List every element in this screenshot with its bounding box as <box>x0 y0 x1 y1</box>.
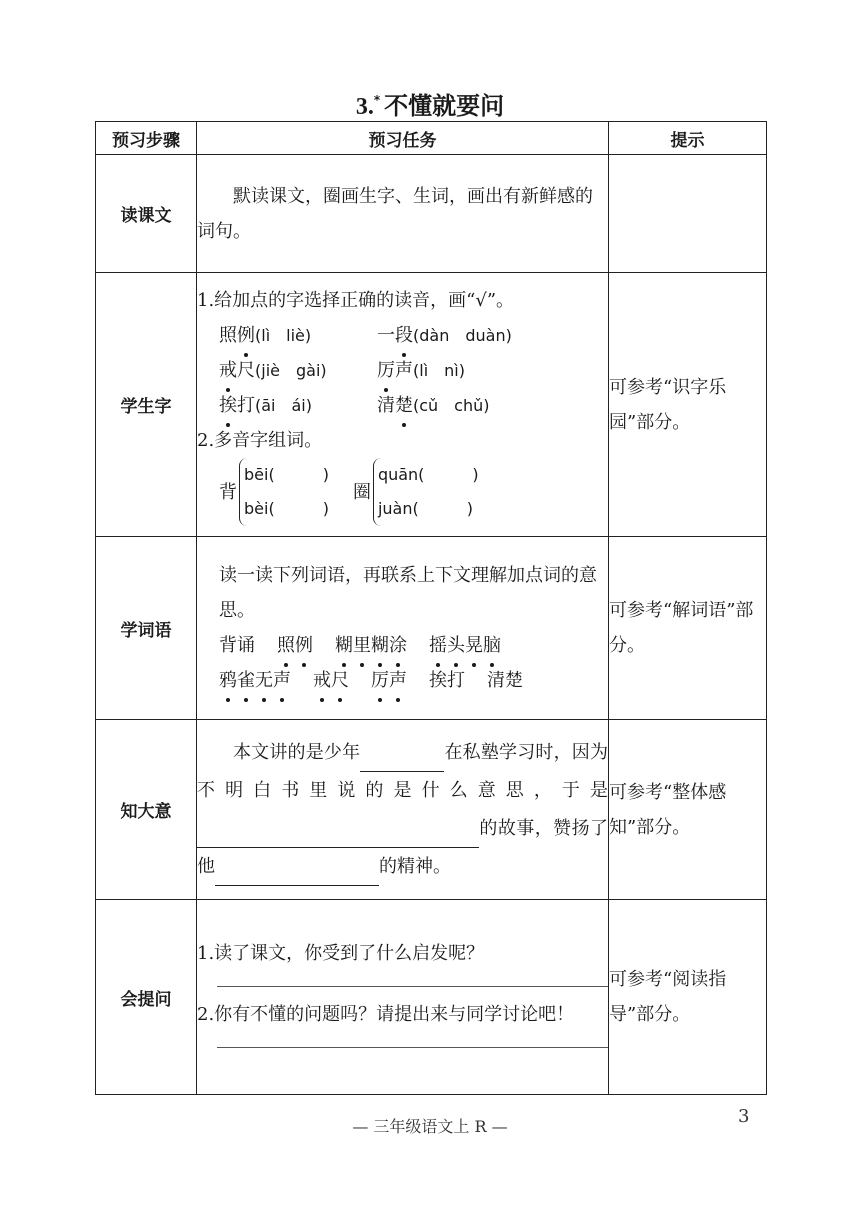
step-words: 学词语 <box>96 537 197 720</box>
chars-question-2: 2.多音字组词。 <box>197 430 323 451</box>
word-list-1 <box>197 628 608 663</box>
vocab-word: 清楚 <box>487 670 523 691</box>
blank-spirit[interactable] <box>215 861 379 886</box>
table-row <box>96 155 767 273</box>
hint-read <box>609 155 767 273</box>
lesson-title: 不懂就要问 <box>384 92 505 120</box>
pinyin-options: (āi ái) <box>255 396 312 415</box>
meaning-part-3: 的故事，赞扬了他 <box>197 817 608 877</box>
pinyin-options: (jiè gài) <box>255 361 327 380</box>
pronunciation-line <box>219 318 608 353</box>
page-footer: — 三年级语文上 R — <box>352 1117 508 1136</box>
polyphone-reading: bēi( ) <box>244 465 329 484</box>
chars-question-1: 1.给加点的字选择正确的读音，画“√”。 <box>197 290 515 311</box>
answer-line-1[interactable] <box>217 985 608 987</box>
vocab-word: 戒尺 <box>313 670 349 691</box>
polyphone-reading: juàn( ) <box>377 499 473 518</box>
hint-chars: 可参考“识字乐园”部分。 <box>609 273 767 537</box>
blank-name[interactable] <box>360 747 444 772</box>
pronunciation-item[interactable]: 挨打(āi ái) <box>219 388 377 423</box>
dotted-char: 段 <box>395 318 413 353</box>
pinyin-options: (dàn duàn) <box>413 326 512 345</box>
vocab-word: 背诵 <box>219 635 255 656</box>
hint-words: 可参考“解词语”部分。 <box>609 537 767 720</box>
brace-icon <box>239 458 329 526</box>
answer-line-2[interactable] <box>217 1046 608 1048</box>
task-read: 默读课文，圈画生字、生词，画出有新鲜感的词句。 <box>197 185 593 242</box>
pronunciation-list <box>197 318 608 423</box>
dotted-char: 挨 <box>219 388 237 423</box>
table-header-row <box>96 122 767 155</box>
table-row <box>96 900 767 1095</box>
ask-question-2: 2.你有不懂的问题吗？请提出来与同学讨论吧！ <box>197 1004 575 1025</box>
pronunciation-item[interactable]: 一段(dàn duàn) <box>377 318 512 353</box>
dotted-char: 例 <box>237 318 255 353</box>
step-chars: 学生字 <box>96 273 197 537</box>
polyphone-group <box>197 458 608 526</box>
pronunciation-item[interactable]: 厉声(lì nì) <box>377 353 465 388</box>
vocab-word: 糊里糊涂 <box>335 635 407 656</box>
brace-icon <box>373 458 479 526</box>
vocab-word: 摇头晃脑 <box>429 635 501 656</box>
table-row <box>96 273 767 537</box>
header-step: 预习步骤 <box>96 122 197 155</box>
vocab-word: 照例 <box>277 635 313 656</box>
pronunciation-line <box>219 388 608 423</box>
optional-mark: * <box>373 93 381 107</box>
vocab-word: 挨打 <box>429 670 465 691</box>
word-list-2 <box>197 663 608 698</box>
pinyin-options: (lì nì) <box>413 361 465 380</box>
lesson-number: 3. <box>355 94 374 120</box>
polyphone-bei <box>219 458 329 526</box>
ask-question-1: 1.读了课文，你受到了什么启发呢？ <box>197 943 485 964</box>
preview-table <box>95 121 767 1095</box>
meaning-part-4: 的精神。 <box>379 855 451 877</box>
header-hint: 提示 <box>609 122 767 155</box>
pronunciation-line <box>219 353 608 388</box>
page-title <box>0 86 860 121</box>
blank-story[interactable] <box>197 823 479 848</box>
dotted-char: 厉 <box>377 353 395 388</box>
polyphone-quan <box>353 458 479 526</box>
meaning-part-1: 本文讲的是少年 <box>233 741 361 763</box>
step-ask: 会提问 <box>96 900 197 1095</box>
dotted-char: 戒 <box>219 353 237 388</box>
pinyin-options: (lì liè) <box>255 326 312 345</box>
pronunciation-item[interactable]: 清楚(cǔ chǔ) <box>377 388 490 423</box>
pronunciation-item[interactable]: 戒尺(jiè gài) <box>219 353 377 388</box>
meaning-part-2: 在私塾学习时，因为不明白书里说的是什么意思，于是 <box>197 741 608 801</box>
vocab-word: 厉声 <box>371 670 407 691</box>
step-meaning: 知大意 <box>96 720 197 900</box>
page-number: 3 <box>738 1106 750 1127</box>
step-read: 读课文 <box>96 155 197 273</box>
polyphone-char: 背 <box>219 481 237 503</box>
table-row <box>96 720 767 900</box>
words-instruction: 读一读下列词语，再联系上下文理解加点词的意思。 <box>219 565 597 621</box>
hint-ask: 可参考“阅读指导”部分。 <box>609 900 767 1095</box>
pronunciation-item[interactable]: 照例(lì liè) <box>219 318 377 353</box>
table-row <box>96 537 767 720</box>
polyphone-char: 圈 <box>352 481 371 503</box>
dotted-char: 楚 <box>395 388 413 423</box>
hint-meaning: 可参考“整体感知”部分。 <box>609 720 767 900</box>
vocab-word: 鸦雀无声 <box>219 670 291 691</box>
pinyin-options: (cǔ chǔ) <box>413 396 490 415</box>
polyphone-reading: bèi( ) <box>244 499 329 518</box>
header-task: 预习任务 <box>197 122 609 155</box>
polyphone-reading: quān( ) <box>377 465 479 484</box>
meaning-text <box>197 734 608 886</box>
